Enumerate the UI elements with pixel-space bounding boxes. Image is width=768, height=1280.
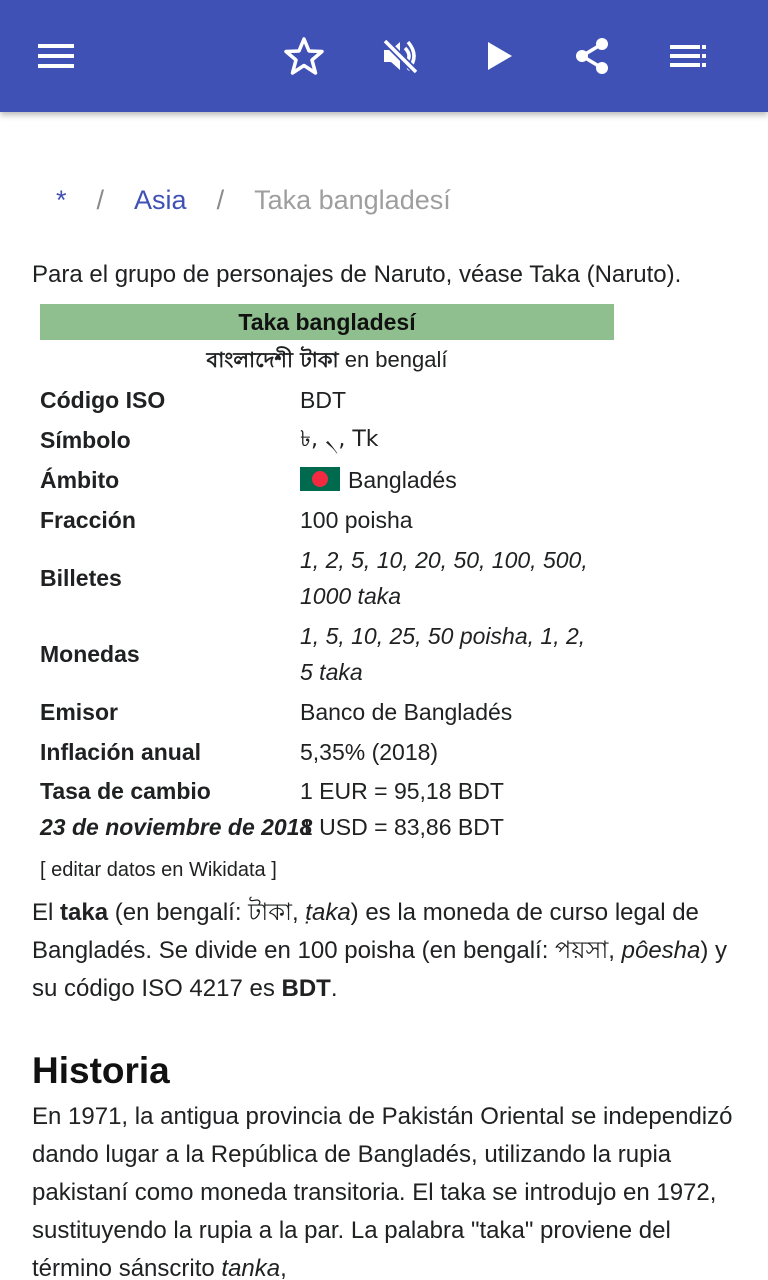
infobox-row-inflation bbox=[40, 732, 614, 772]
breadcrumb-separator: / bbox=[216, 184, 225, 215]
row-label: Ámbito bbox=[40, 466, 120, 493]
history-paragraph bbox=[32, 1098, 742, 1280]
row-value bbox=[300, 618, 614, 690]
text: . bbox=[330, 975, 338, 1002]
row-value: Banco de Bangladés bbox=[300, 699, 513, 725]
row-value bbox=[300, 542, 614, 614]
text: , bbox=[280, 1255, 287, 1280]
text: ) es la moneda de curso legal de Bangladés. Se divide en 100 poisha (en bengalí: পয়সা, bbox=[32, 899, 699, 964]
section-heading-historia: Historia bbox=[32, 1050, 170, 1091]
bold-term: BDT bbox=[281, 975, 331, 1002]
menu-button[interactable] bbox=[28, 28, 84, 84]
row-label: Inflación anual bbox=[40, 738, 202, 765]
row-label: Monedas bbox=[40, 640, 140, 667]
row-label: Símbolo bbox=[40, 426, 131, 453]
native-language: en bengalí bbox=[338, 347, 448, 372]
bangladesh-flag-icon bbox=[300, 467, 340, 491]
share-icon bbox=[572, 36, 612, 76]
breadcrumb-current: Taka bangladesí bbox=[254, 184, 451, 215]
row-value: 1 EUR = 95,18 BDT bbox=[300, 778, 504, 804]
row-label: Tasa de cambio bbox=[40, 777, 211, 804]
text: En 1971, la antigua provincia de Pakistán Oriental se independizó dando lugar a la República de Bangladés, utilizando la rupia pakistaní como moneda transitoria. El taka se introdujo en 1972, sustituyendo la rupia a la par. La palabra "taka" proviene del término sánscrito bbox=[32, 1103, 733, 1280]
row-label: Fracción bbox=[40, 506, 136, 533]
row-value: ৳, ৲, Tk bbox=[300, 427, 379, 452]
play-icon bbox=[478, 36, 518, 76]
row-value bbox=[300, 462, 614, 498]
breadcrumb bbox=[56, 180, 451, 220]
share-button[interactable] bbox=[564, 28, 620, 84]
infobox-row-iso bbox=[40, 380, 614, 420]
italic-term: pôesha bbox=[621, 937, 701, 964]
infobox-row-exchange-rate bbox=[40, 772, 614, 810]
native-name: বাংলাদেশী টাকা bbox=[206, 348, 339, 372]
infobox-row-fraction bbox=[40, 500, 614, 540]
row-label: Emisor bbox=[40, 698, 118, 725]
row-value-line: 5 taka bbox=[300, 659, 363, 685]
play-button[interactable] bbox=[470, 28, 526, 84]
row-value-line: 1, 2, 5, 10, 20, 50, 100, 500, bbox=[300, 547, 588, 573]
breadcrumb-separator: / bbox=[96, 184, 105, 215]
menu-icon bbox=[36, 36, 76, 76]
infobox-native-name bbox=[40, 340, 614, 380]
star-outline-icon bbox=[284, 36, 324, 76]
text: ) y su código ISO 4217 es bbox=[32, 937, 728, 1002]
row-value-line: 1, 5, 10, 25, 50 poisha, 1, 2, bbox=[300, 623, 586, 649]
bold-term: taka bbox=[60, 899, 109, 926]
breadcrumb-home[interactable]: * bbox=[56, 184, 67, 215]
row-value: BDT bbox=[300, 387, 346, 413]
infobox-row-coins bbox=[40, 616, 614, 692]
volume-off-icon bbox=[380, 36, 420, 76]
row-value: 5,35% (2018) bbox=[300, 739, 439, 765]
row-value-line: 1000 taka bbox=[300, 583, 402, 609]
row-value: 100 poisha bbox=[300, 507, 413, 533]
app-bar bbox=[0, 0, 768, 112]
edit-wikidata-link[interactable]: [ editar datos en Wikidata ] bbox=[40, 859, 277, 881]
toc-icon bbox=[668, 36, 708, 76]
infobox-row-scope bbox=[40, 460, 614, 500]
favorite-button[interactable] bbox=[276, 28, 332, 84]
italic-term: tanka bbox=[221, 1255, 281, 1280]
row-label: 23 de noviembre de 2018 bbox=[40, 813, 313, 840]
infobox-row-banknotes bbox=[40, 540, 614, 616]
country-link[interactable]: Bangladés bbox=[348, 467, 457, 493]
row-value: 1 USD = 83,86 BDT bbox=[300, 814, 504, 840]
hatnote: Para el grupo de personajes de Naruto, véase Taka (Naruto). bbox=[32, 261, 682, 288]
row-label: Código ISO bbox=[40, 386, 166, 413]
infobox-row-exchange-date bbox=[40, 810, 614, 844]
text: El bbox=[32, 899, 61, 926]
text: (en bengalí: টাকা, bbox=[108, 899, 306, 926]
breadcrumb-asia[interactable]: Asia bbox=[134, 184, 187, 215]
infobox bbox=[40, 304, 614, 890]
intro-paragraph bbox=[32, 894, 742, 1008]
infobox-row-symbol bbox=[40, 420, 614, 460]
infobox-row-issuer bbox=[40, 692, 614, 732]
mute-button[interactable] bbox=[372, 28, 428, 84]
infobox-title: Taka bangladesí bbox=[40, 304, 614, 340]
table-of-contents-button[interactable] bbox=[660, 28, 716, 84]
italic-term: ṭaka bbox=[305, 899, 351, 926]
row-label: Billetes bbox=[40, 564, 122, 591]
